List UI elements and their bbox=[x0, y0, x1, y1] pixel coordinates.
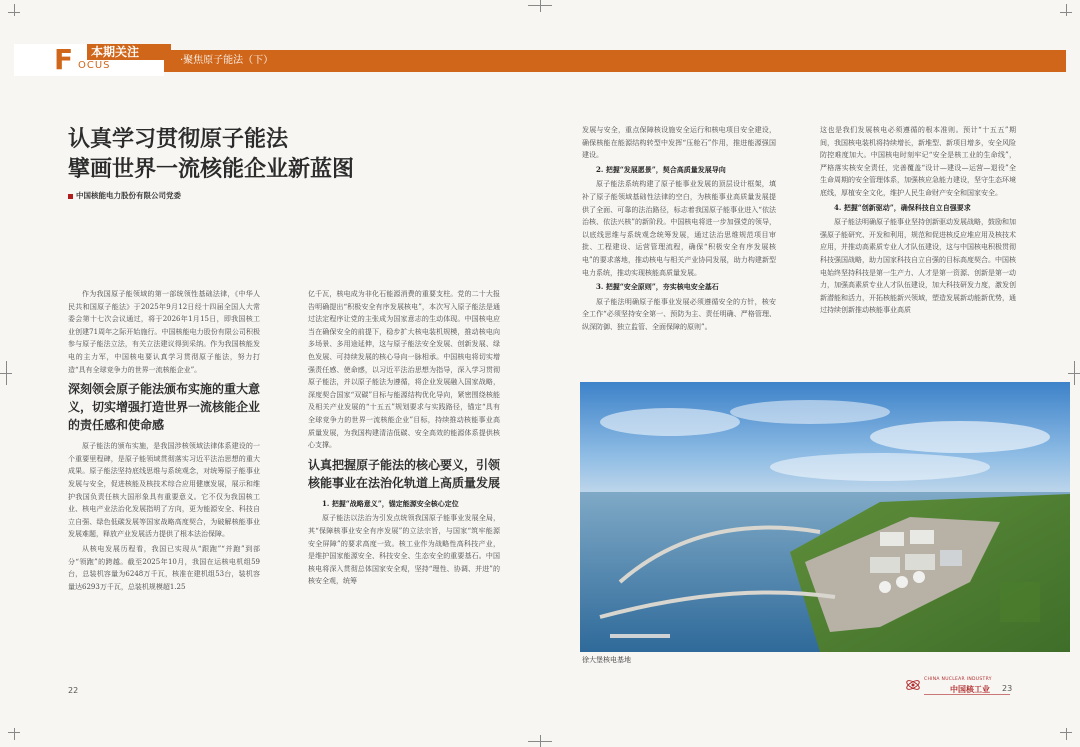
brand-subtitle: OCUS bbox=[78, 60, 111, 71]
crop-mark bbox=[528, 741, 552, 742]
crop-mark bbox=[540, 0, 541, 12]
crop-mark bbox=[1066, 728, 1067, 740]
crop-mark bbox=[1066, 4, 1067, 16]
article-title bbox=[68, 124, 428, 184]
page-number-left: 22 bbox=[68, 686, 79, 695]
china-nuclear-logo-icon bbox=[905, 677, 921, 693]
magazine-name-en: CHINA NUCLEAR INDUSTRY bbox=[924, 677, 992, 682]
crop-mark bbox=[528, 5, 552, 6]
paragraph: 亿千瓦，核电成为非化石能源消费的重要支柱。党的二十大报告明确提出“积极安全有序发展核电”，本次写入原子能法是通过法定程序让党的主张成为国家意志的生动体现。中国核电应当在确保安全的前提下，稳步扩大核电装机规模，推动核电向多场景、多用途延伸，这与原子能法安全发展、创新发展、绿色发展、可持续发展的核心导向一脉相承。中国核电将切实增强责任感、使命感，以习近平法治思想为指导，深入学习贯彻原子能法，并以原子能法为遵循，将企业发展融入国家战略，深度契合国家“双碳”目标与能源结构优化导向，紧密围绕核能及相关产业发展的“十五五”规划要求与实践路径，锚定“具有全球竞争力的世界一流核能企业”目标，持续推动核能事业高质量发展，为我国构建清洁低碳、安全高效的能源体系提供核心支撑。 bbox=[308, 290, 500, 450]
aerial-photo-illustration bbox=[580, 382, 1070, 652]
paragraph: 发展与安全，重点保障核设施安全运行和核电项目安全建设，确保核能在能源结构转型中发挥“压舱石”作用，推进能源强国建设。 bbox=[582, 126, 776, 160]
text-column-3 bbox=[582, 124, 776, 336]
crop-mark bbox=[1074, 361, 1075, 385]
brand-title: 本期关注 bbox=[87, 44, 171, 60]
paragraph: 原子能法明确原子能事业坚持创新驱动发展战略，鼓励和加强原子能研究、开发和利用，规范和促进核反应堆应用及核技术应用，并推动高素质专业人才队伍建设，这与中国核电积极贯彻科技强国战略，助力国家科技自立自强的目标高度契合。中国核电始终坚持科技是第一生产力、人才是第一资源、创新是第一动力，加强高素质专业人才队伍建设，加大科技研发力度，激发创新潜能和活力，开拓核能新兴领域，塑造发展新动能新优势，通过持续创新推动核能事业高质 bbox=[820, 218, 1016, 315]
paragraph: 原子能法系统构建了原子能事业发展的顶层设计框架，填补了原子能领域基础性法律的空白，为核能事业高质量发展提供了全面、可靠的法治路径，标志着我国原子能事业进入“依法治核、依法兴核”的新阶段。中国核电将进一步加强党的领导，以底线思维与系统观念统筹发展，通过法治思维规范项目审批、工程建设、运营管理流程，确保“积极安全有序发展核电”的要求落地，推动核电与相关产业协同发展，助力构建新型电力系统，推动实现核能高质量发展。 bbox=[582, 180, 776, 277]
paragraph: 这也是我们发展核电必须遵循的根本准则。预计“十五五”期间，我国核电装机将持续增长，新堆型、新项目增多，安全风险防控难度加大。中国核电时刻牢记“安全是核工业的生命线”，严格落实核安全责任，完善覆盖“设计—建设—运营—退役”全生命周期的安全管理体系，加强核应急能力建设，坚守生态环境底线，厚植安全文化，维护人民生命财产安全和国家安全。 bbox=[820, 126, 1016, 197]
subsection-heading: 2. 把握“发展愿景”，契合高质量发展导向 bbox=[596, 164, 726, 174]
page-number-right: 23 bbox=[1002, 684, 1013, 693]
paragraph: 原子能法的颁布实施，是我国涉核领域法律体系建设的一个重要里程碑，是原子能领域贯彻落实习近平法治思想的重大成果。原子能法坚持底线思维与系统观念，对统筹原子能事业发展与安全，促进核能及核技术综合应用健康发展，展示和维护我国负责任核大国形象具有重要意义。它不仅为我国核工业、核电产业法治化发展指明了方向，更为能源安全、科技自立自强、绿色低碳发展等国家战略高度契合，为破解核能事业发展难题，释放产业发展活力提供了根本法治保障。 bbox=[68, 442, 260, 539]
author-marker-icon bbox=[68, 194, 73, 199]
header-bar bbox=[14, 50, 1066, 72]
paragraph: 原子能法明确原子能事业发展必须遵循安全的方针，核安全工作“必须坚持安全第一、预防为主、责任明确、严格管理、纵深防御、独立监管、全面保障的原则”。 bbox=[582, 297, 776, 331]
section-heading: 认真把握原子能法的核心要义，引领核能事业在法治化轨道上高质量发展 bbox=[308, 457, 501, 490]
nuclear-base-photo bbox=[580, 382, 1070, 652]
section-topic: ·聚焦原子能法（下） bbox=[180, 55, 274, 66]
text-column-4 bbox=[820, 124, 1016, 319]
paragraph: 从核电发展历程看，我国已实现从“跟跑”“并跑”到部分“领跑”的跨越。截至2025年10月，我国在运核电机组59台，总装机容量为6248万千瓦，核准在建机组53台，装机容量达6293万千瓦，总装机规模超1.25 bbox=[68, 544, 260, 591]
subsection-heading: 3. 把握“安全原则”，夯实核电安全基石 bbox=[596, 282, 719, 292]
crop-mark bbox=[14, 4, 15, 16]
crop-mark bbox=[14, 728, 15, 740]
brand-letter: F bbox=[54, 43, 74, 76]
article-author bbox=[68, 190, 181, 201]
section-heading: 深刻领会原子能法颁布实施的重大意义，切实增强打造世界一流核能企业的责任感和使命感 bbox=[68, 382, 261, 433]
text-column-1 bbox=[68, 288, 260, 595]
subsection-heading: 4. 把握“创新驱动”，确保科技自立自强要求 bbox=[834, 202, 971, 212]
photo-caption: 徐大堡核电基地 bbox=[582, 656, 631, 664]
article-title-line2: 擘画世界一流核能企业新蓝图 bbox=[68, 156, 355, 182]
crop-mark bbox=[6, 361, 7, 385]
paragraph: 作为我国原子能领域的第一部统领性基础法律，《中华人民共和国原子能法》于2025年9月12日经十四届全国人大常委会第十七次会议通过，将于2026年1月15日，即我国核工业创建71周年之际开始施行。中国核能电力股份有限公司积极参与原子能法立法，有关立法建议得到采纳。作为我国核能发电的主力军，中国核电要认真学习贯彻原子能法，努力打造“具有全球竞争力的世界一流核能企业”。 bbox=[68, 290, 260, 374]
magazine-name-cn: 中国核工业 bbox=[950, 685, 990, 694]
article-title-line1: 认真学习贯彻原子能法 bbox=[68, 126, 289, 152]
subsection-heading: 1. 把握“战略意义”，锚定能源安全核心定位 bbox=[322, 498, 459, 508]
paragraph: 原子能法以法治为引发点统领我国原子能事业发展全局，其“保障核事业安全有序发展”的立法宗旨，与国家“筑牢能源安全屏障”的要求高度一致。核工业作为战略性高科技产业，是维护国家能源安全、科技安全、生态安全的重要基石。中国核电将深入贯彻总体国家安全观，坚持“理性、协调、并进”的核安全观，统筹 bbox=[308, 514, 500, 586]
text-column-2 bbox=[308, 288, 500, 590]
author-name: 中国核能电力股份有限公司党委 bbox=[76, 191, 181, 200]
